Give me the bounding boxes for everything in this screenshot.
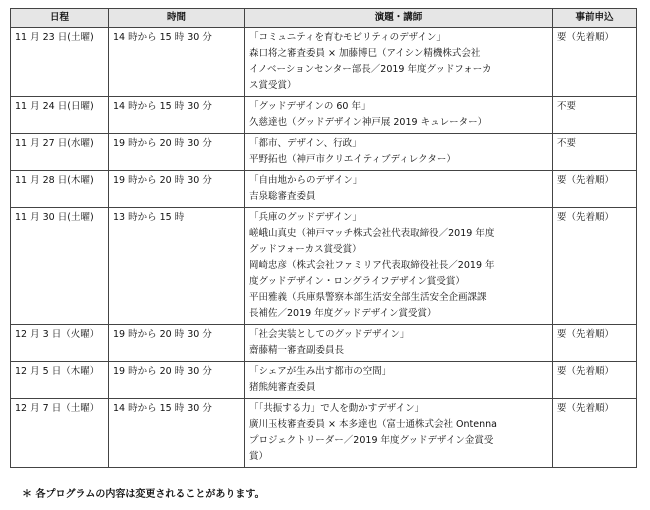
time-cell: 14 時から 15 時 30 分	[109, 97, 245, 134]
reservation-cell: 要（先着順）	[553, 362, 637, 399]
talk-title: 「グッドデザインの 60 年」	[249, 101, 371, 112]
header-reservation: 事前申込	[553, 9, 637, 28]
date-cell: 11 月 28 日(木曜)	[11, 171, 109, 208]
reservation-cell: 不要	[553, 134, 637, 171]
header-row	[11, 9, 637, 28]
talk-title: 「兵庫のグッドデザイン」	[249, 212, 362, 223]
table-row	[11, 399, 637, 468]
talk-cell	[245, 134, 553, 171]
speaker-line: 吉泉聡審査委員	[249, 191, 316, 202]
table-body	[11, 28, 637, 468]
speaker-line: 齋藤精一審査副委員長	[249, 345, 345, 356]
talk-cell	[245, 399, 553, 468]
speaker-line: 久慈達也（グッドデザイン神戸展 2019 キュレーター）	[249, 117, 488, 128]
date-cell: 11 月 23 日(土曜)	[11, 28, 109, 97]
talk-cell	[245, 325, 553, 362]
time-cell: 19 時から 20 時 30 分	[109, 171, 245, 208]
talk-cell	[245, 97, 553, 134]
speaker-line: 猪熊純審査委員	[249, 382, 316, 393]
talk-title: 「コミュニティを育むモビリティのデザイン」	[249, 32, 446, 43]
speaker-line: 平田雅義（兵庫県警察本部生活安全部生活安全企画課課	[249, 292, 487, 303]
speaker-line: 度グッドデザイン・ロングライフデザイン賞受賞）	[249, 276, 465, 287]
speaker-line: グッドフォーカス賞受賞）	[249, 244, 362, 255]
talk-title: 「「共振する力」で人を動かすデザイン」	[249, 403, 425, 414]
talk-cell	[245, 362, 553, 399]
speaker-line: プロジェクトリーダー／2019 年度グッドデザイン金賞受	[249, 435, 494, 446]
talk-title: 「シェアが生み出す都市の空間」	[249, 366, 392, 377]
speaker-line: ス賞受賞）	[249, 80, 297, 91]
time-cell: 14 時から 15 時 30 分	[109, 28, 245, 97]
table-row	[11, 28, 637, 97]
speaker-line: 岡崎忠彦（株式会社ファミリア代表取締役社長／2019 年	[249, 260, 495, 271]
speaker-line: 長補佐／2019 年度グッドデザイン賞受賞）	[249, 308, 437, 319]
reservation-cell: 要（先着順）	[553, 325, 637, 362]
date-cell: 12 月 5 日（木曜）	[11, 362, 109, 399]
reservation-cell: 要（先着順）	[553, 28, 637, 97]
table-row	[11, 208, 637, 325]
table-row	[11, 134, 637, 171]
talk-title: 「自由地からのデザイン」	[249, 175, 363, 186]
talk-cell	[245, 171, 553, 208]
header-title: 演題・講師	[245, 9, 553, 28]
talk-title: 「都市、デザイン、行政」	[249, 138, 362, 149]
speaker-line: 賞）	[249, 451, 269, 462]
talk-cell	[245, 28, 553, 97]
reservation-cell: 要（先着順）	[553, 399, 637, 468]
date-cell: 12 月 3 日（火曜）	[11, 325, 109, 362]
table-row	[11, 171, 637, 208]
speaker-line: 森口将之審査委員 × 加藤博巳（アイシン精機株式会社	[249, 48, 481, 59]
speaker-line: 廣川玉枝審査委員 × 本多達也（富士通株式会社 Ontenna	[249, 419, 497, 430]
date-cell: 12 月 7 日（土曜）	[11, 399, 109, 468]
header-time: 時間	[109, 9, 245, 28]
table-row	[11, 325, 637, 362]
schedule-table	[10, 8, 637, 468]
table-row	[11, 97, 637, 134]
speaker-line: 嵯峨山真史（神戸マッチ株式会社代表取締役／2019 年度	[249, 228, 495, 239]
time-cell: 13 時から 15 時	[109, 208, 245, 325]
talk-title: 「社会実装としてのグッドデザイン」	[249, 329, 410, 340]
time-cell: 14 時から 15 時 30 分	[109, 399, 245, 468]
header-date: 日程	[11, 9, 109, 28]
date-cell: 11 月 30 日(土曜)	[11, 208, 109, 325]
footnote: ＊ 各プログラムの内容は変更されることがあります。	[22, 489, 265, 500]
time-cell: 19 時から 20 時 30 分	[109, 362, 245, 399]
talk-cell	[245, 208, 553, 325]
reservation-cell: 要（先着順）	[553, 208, 637, 325]
time-cell: 19 時から 20 時 30 分	[109, 325, 245, 362]
reservation-cell: 要（先着順）	[553, 171, 637, 208]
date-cell: 11 月 27 日(水曜)	[11, 134, 109, 171]
reservation-cell: 不要	[553, 97, 637, 134]
time-cell: 19 時から 20 時 30 分	[109, 134, 245, 171]
speaker-line: 平野拓也（神戸市クリエイティブディレクター）	[249, 154, 456, 165]
date-cell: 11 月 24 日(日曜)	[11, 97, 109, 134]
table-row	[11, 362, 637, 399]
speaker-line: イノベーションセンター部長／2019 年度グッドフォーカ	[249, 64, 492, 75]
